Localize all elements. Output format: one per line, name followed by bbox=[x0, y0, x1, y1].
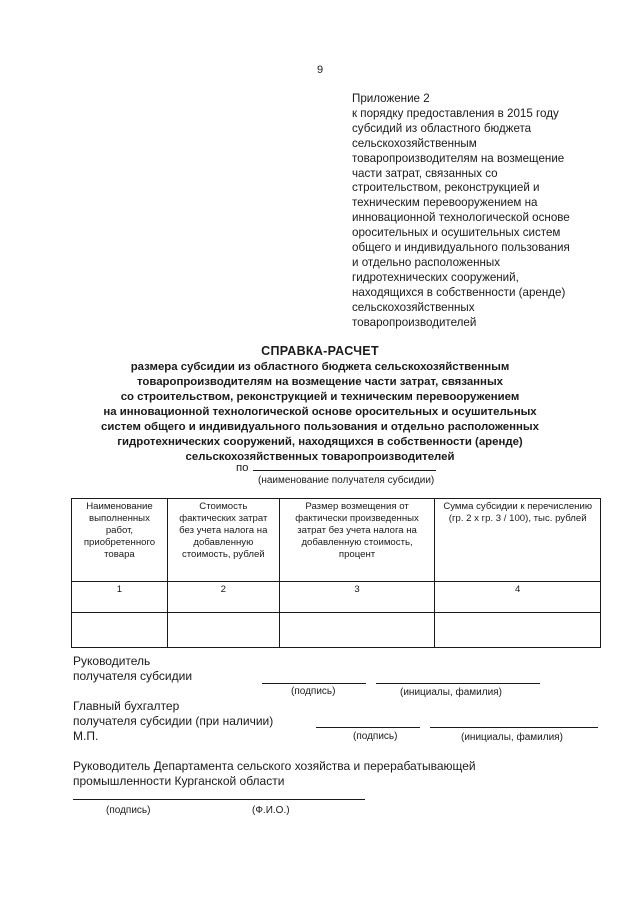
table-number-row bbox=[72, 582, 601, 613]
column-number: 3 bbox=[279, 582, 435, 613]
recipient-row bbox=[236, 460, 436, 474]
appendix-line: товаропроизводителям на возмещение bbox=[352, 151, 565, 165]
appendix-line: и отдельно расположенных bbox=[352, 255, 501, 269]
subtitle-line: сельскохозяйственных товаропроизводителей bbox=[185, 451, 455, 463]
stamp-label: М.П. bbox=[73, 729, 99, 743]
table-cell bbox=[279, 613, 435, 648]
subtitle-line: со строительством, реконструкцией и техническим перевооружением bbox=[120, 391, 520, 403]
table-cell bbox=[72, 613, 168, 648]
column-number: 2 bbox=[167, 582, 279, 613]
appendix-line: Приложение 2 bbox=[352, 92, 430, 105]
column-number: 4 bbox=[435, 582, 601, 613]
appendix-line: сельскохозяйственных bbox=[352, 300, 475, 314]
page-number: 9 bbox=[316, 64, 324, 76]
header-cell-works: Наименование выполненных работ, приобретенного товара bbox=[72, 499, 168, 582]
appendix-line: субсидий из областного бюджета bbox=[352, 121, 532, 135]
header-cell-rate: Размер возмещения от фактически произведенных затрат без учета налога на добавленную стоимость, процент bbox=[279, 499, 435, 582]
table-cell bbox=[167, 613, 279, 648]
appendix-line: товаропроизводителей bbox=[352, 315, 477, 329]
subtitle-line: на инновационной технологической основе оросительных и осушительных bbox=[103, 406, 537, 418]
department-head-signature-line bbox=[73, 799, 365, 800]
department-head-label-line1: Руководитель Департамента сельского хозяйства и перерабатывающей bbox=[73, 759, 476, 773]
appendix-line: сельскохозяйственным bbox=[352, 136, 477, 150]
header-cell-subsidy: Сумма субсидии к перечислению (гр. 2 х гр. 3 / 100), тыс. рублей bbox=[435, 499, 601, 582]
accountant-signature-line bbox=[316, 727, 420, 728]
head-signature-line bbox=[262, 683, 366, 684]
table-header-row bbox=[72, 499, 601, 582]
subtitle-line: систем общего и индивидуального пользования и отдельно расположенных bbox=[101, 421, 539, 433]
accountant-label-line1: Главный бухгалтер bbox=[73, 699, 180, 713]
head-signature-caption: (подпись) bbox=[291, 686, 336, 697]
head-name-caption: (инициалы, фамилия) bbox=[400, 687, 502, 698]
recipient-prefix: по bbox=[236, 462, 249, 474]
appendix-line: инновационной технологической основе bbox=[352, 211, 570, 225]
head-label-line2: получателя субсидии bbox=[73, 669, 193, 683]
document-title: СПРАВКА-РАСЧЕТ bbox=[261, 344, 379, 358]
department-head-label-line2: промышленности Курганской области bbox=[73, 774, 285, 788]
accountant-name-line bbox=[430, 727, 598, 728]
table-cell bbox=[435, 613, 601, 648]
accountant-name-caption: (инициалы, фамилия) bbox=[461, 732, 563, 743]
appendix-block bbox=[352, 92, 602, 331]
column-number: 1 bbox=[72, 582, 168, 613]
subtitle-line: размера субсидии из областного бюджета сельскохозяйственным bbox=[130, 361, 510, 373]
accountant-label-line2: получателя субсидии (при наличии) bbox=[73, 714, 274, 728]
header-cell-cost: Стоимость фактических затрат без учета налога на добавленную стоимость, рублей bbox=[167, 499, 279, 582]
head-name-line bbox=[376, 683, 540, 684]
document-subtitle bbox=[0, 360, 640, 465]
department-head-name-caption: (Ф.И.О.) bbox=[252, 805, 290, 816]
appendix-line: техническим перевооружением на bbox=[352, 196, 538, 210]
table-row bbox=[72, 613, 601, 648]
appendix-line: строительством, реконструкцией и bbox=[352, 181, 540, 195]
recipient-name-field bbox=[253, 460, 436, 471]
appendix-line: находящихся в собственности (аренде) bbox=[352, 285, 566, 299]
appendix-line: гидротехнических сооружений, bbox=[352, 270, 519, 284]
head-label-line1: Руководитель bbox=[73, 654, 151, 668]
subtitle-line: товаропроизводителям на возмещение части затрат, связанных bbox=[136, 376, 504, 388]
appendix-line: оросительных и осушительных систем bbox=[352, 226, 561, 240]
accountant-signature-caption: (подпись) bbox=[353, 731, 398, 742]
appendix-line: к порядку предоставления в 2015 году bbox=[352, 106, 559, 120]
department-head-signature-caption: (подпись) bbox=[106, 805, 151, 816]
appendix-line: части затрат, связанных со bbox=[352, 166, 498, 180]
recipient-caption: (наименование получателя субсидии) bbox=[258, 475, 435, 486]
subtitle-line: гидротехнических сооружений, находящихся в собственности (аренде) bbox=[117, 436, 523, 448]
calculation-table bbox=[71, 498, 601, 648]
appendix-line: общего и индивидуального пользования bbox=[352, 241, 570, 255]
